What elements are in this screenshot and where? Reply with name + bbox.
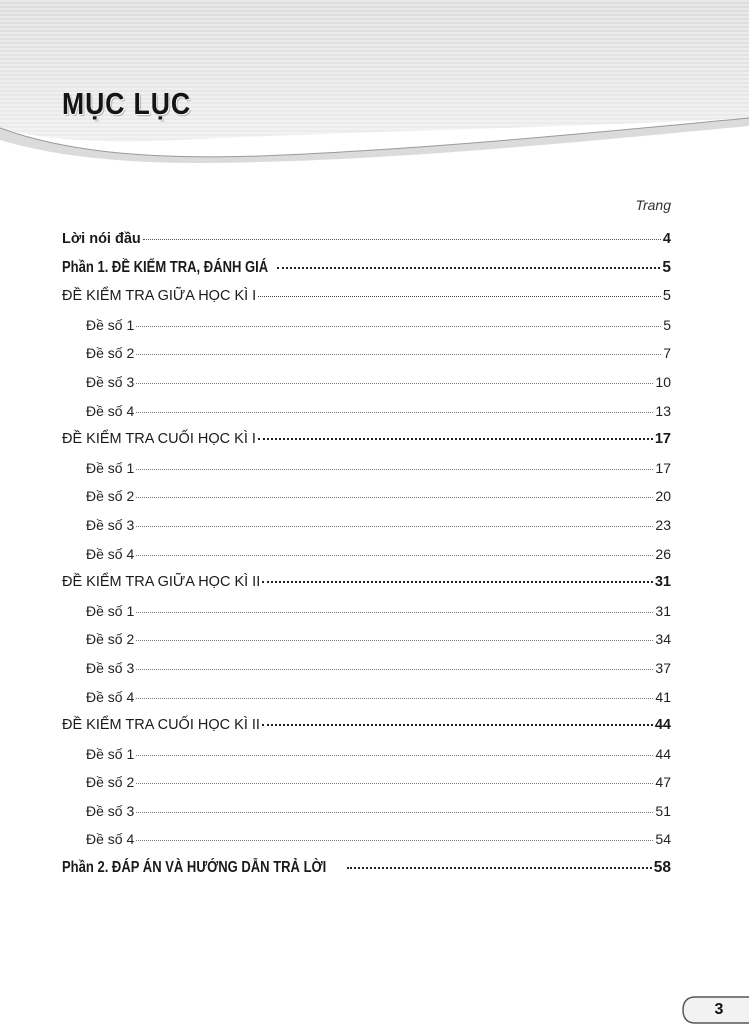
toc-entry-page: 34 [655, 631, 671, 648]
page-number-tab [677, 996, 749, 1024]
dot-leader [136, 325, 661, 327]
dot-leader [136, 782, 653, 784]
toc-item[interactable] [62, 339, 671, 368]
toc-item[interactable] [62, 597, 671, 626]
toc-entry-page: 10 [655, 373, 671, 390]
dot-leader [262, 723, 653, 726]
dot-leader [258, 295, 661, 297]
toc-entry-label: Phần 2. ĐÁP ÁN VÀ HƯỚNG DẪN TRẢ LỜI [62, 859, 327, 877]
toc-entry-label: Đề số 1 [86, 459, 135, 476]
toc-entry-label: Đề số 2 [86, 774, 135, 791]
dot-leader [262, 580, 653, 583]
toc-entry-label: Đề số 4 [86, 402, 135, 419]
dot-leader [136, 839, 653, 841]
toc-entry-page: 41 [655, 688, 671, 705]
page-title: MỤC LỤC [62, 86, 191, 121]
toc-entry-label: Đề số 1 [86, 745, 135, 762]
toc-entry-label: Đề số 2 [86, 631, 135, 648]
dot-leader [258, 437, 653, 440]
toc-entry-label: ĐỀ KIỂM TRA GIỮA HỌC KÌ II [62, 574, 261, 591]
toc-intro[interactable] [62, 225, 671, 254]
toc-entry-label: Lời nói đầu [62, 231, 141, 247]
toc-item[interactable] [62, 654, 671, 683]
dot-leader [136, 668, 653, 670]
toc-entry-label: Đề số 3 [86, 516, 135, 533]
toc-entry-label: Đề số 2 [86, 345, 135, 362]
dot-leader [136, 811, 653, 813]
toc-entry-page: 5 [663, 316, 671, 333]
toc-entry-page: 51 [655, 802, 671, 819]
toc-section[interactable] [62, 425, 671, 454]
toc-section[interactable] [62, 568, 671, 597]
toc-entry-page: 26 [655, 545, 671, 562]
toc-item[interactable] [62, 368, 671, 397]
toc-item[interactable] [62, 683, 671, 712]
toc-entry-label: Đề số 4 [86, 831, 135, 848]
toc-entry-page: 20 [655, 488, 671, 505]
toc-part[interactable] [62, 854, 671, 883]
toc-entry-page: 58 [653, 859, 671, 877]
toc-entry-page: 5 [662, 258, 671, 276]
toc-entry-page: 44 [655, 745, 671, 762]
toc-entry-label: ĐỀ KIỂM TRA CUỐI HỌC KÌ II [62, 717, 260, 734]
toc-entry-label: Đề số 3 [86, 802, 135, 819]
dot-leader [347, 866, 652, 869]
toc-item[interactable] [62, 397, 671, 426]
dot-leader [136, 611, 653, 613]
dot-leader [143, 238, 661, 240]
toc-entry-page: 17 [655, 459, 671, 476]
toc-entry-label: Đề số 4 [86, 688, 135, 705]
toc-entry-label: Đề số 1 [86, 602, 135, 619]
toc-item[interactable] [62, 625, 671, 654]
toc-item[interactable] [62, 511, 671, 540]
toc-part[interactable] [62, 254, 671, 283]
toc-entry-page: 44 [654, 717, 671, 734]
toc-entry-label: Đề số 2 [86, 488, 135, 505]
dot-leader [136, 468, 653, 470]
toc-section[interactable] [62, 282, 671, 311]
dot-leader [136, 525, 653, 527]
toc-entry-label: ĐỀ KIỂM TRA CUỐI HỌC KÌ I [62, 431, 256, 448]
toc-item[interactable] [62, 311, 671, 340]
dot-leader [136, 382, 653, 384]
toc-item[interactable] [62, 825, 671, 854]
toc-entry-label: Phần 1. ĐỀ KIỂM TRA, ĐÁNH GIÁ [62, 258, 269, 276]
dot-leader [136, 496, 653, 498]
dot-leader [136, 554, 653, 556]
toc-entry-page: 31 [655, 602, 671, 619]
dot-leader [136, 697, 653, 699]
toc-item[interactable] [62, 768, 671, 797]
toc-entry-label: Đề số 3 [86, 373, 135, 390]
toc-entry-label: Đề số 1 [86, 316, 135, 333]
toc-entry-page: 5 [662, 288, 671, 305]
toc-entry-page: 13 [655, 402, 671, 419]
toc-entry-page: 23 [655, 516, 671, 533]
dot-leader [136, 754, 653, 756]
toc-entry-page: 47 [655, 774, 671, 791]
header-swoosh-graphic [0, 0, 749, 170]
toc-item[interactable] [62, 797, 671, 826]
toc-item[interactable] [62, 454, 671, 483]
toc-section[interactable] [62, 711, 671, 740]
toc-entry-label: ĐỀ KIỂM TRA GIỮA HỌC KÌ I [62, 288, 257, 305]
toc-item[interactable] [62, 740, 671, 769]
toc-entry-label: Đề số 3 [86, 659, 135, 676]
toc-entry-page: 54 [655, 831, 671, 848]
dot-leader [136, 411, 653, 413]
toc-item[interactable] [62, 540, 671, 569]
page-number: 3 [714, 1001, 724, 1018]
toc-entry-page: 31 [654, 574, 671, 591]
table-of-contents [62, 225, 671, 883]
page-column-label: Trang [635, 197, 671, 213]
dot-leader [136, 639, 653, 641]
toc-entry-page: 17 [654, 431, 671, 448]
toc-item[interactable] [62, 482, 671, 511]
header-band [0, 0, 749, 170]
dot-leader [136, 353, 661, 355]
toc-entry-page: 4 [662, 231, 671, 247]
toc-entry-page: 7 [663, 345, 671, 362]
toc-entry-page: 37 [655, 659, 671, 676]
dot-leader [277, 266, 660, 269]
toc-entry-label: Đề số 4 [86, 545, 135, 562]
